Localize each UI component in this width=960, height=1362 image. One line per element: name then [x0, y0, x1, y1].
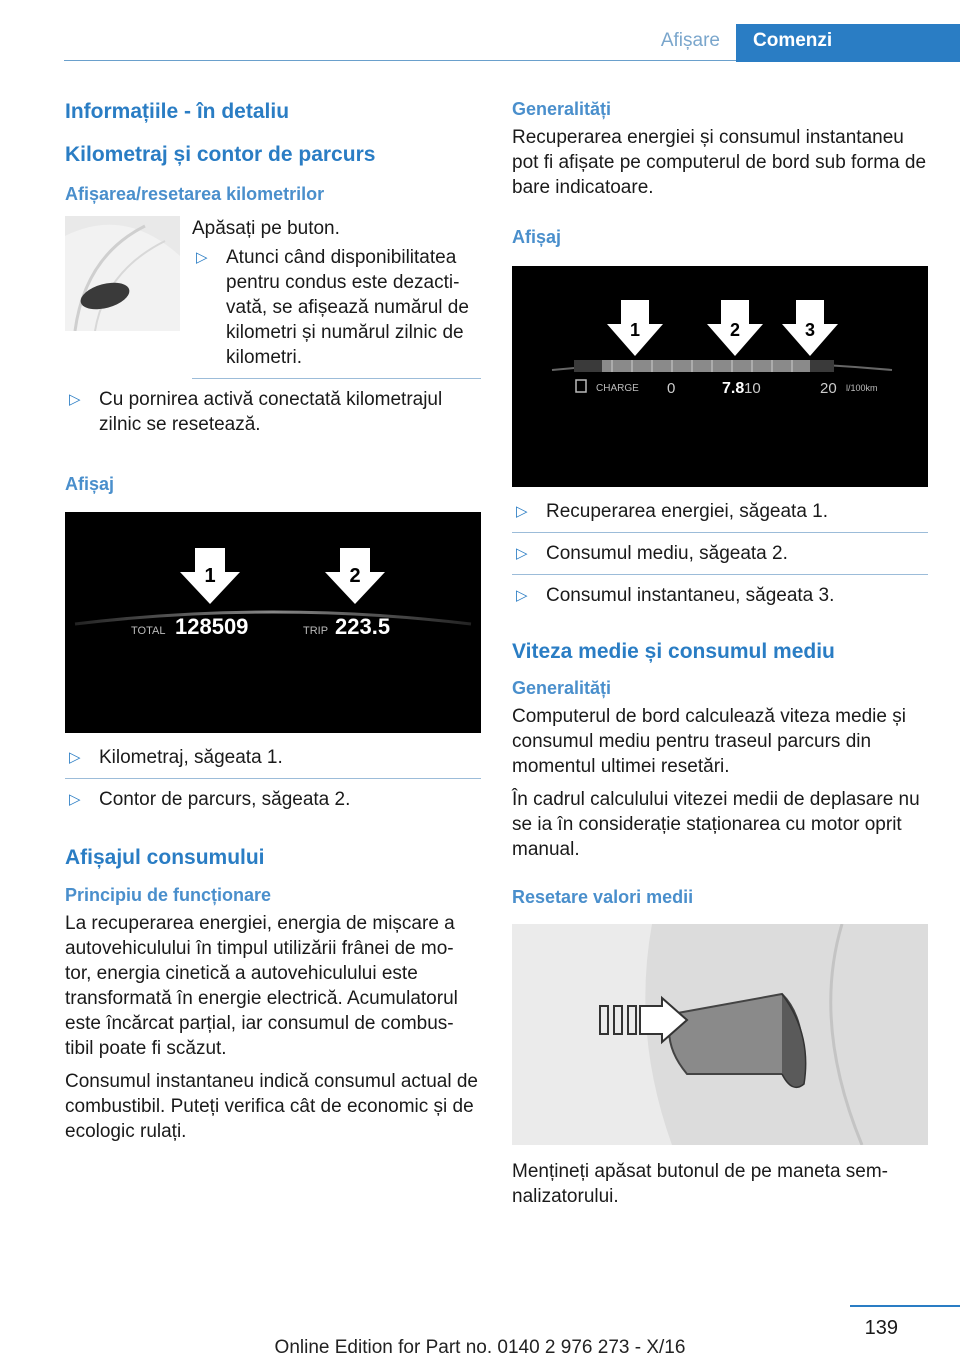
paragraph: Mențineți apăsat butonul de pe maneta sem‐ nalizatorului. — [512, 1160, 889, 1207]
paragraph: Recuperarea energiei și consumul instantaneu pot fi afișate pe computerul de bord sub forma de bare indicatoare. — [512, 127, 927, 199]
heading-average-speed: Viteza medie și consumul mediu — [512, 639, 835, 663]
arrow-number: 1 — [629, 319, 641, 340]
paragraph: La recuperarea energiei, energia de mișcare a autovehiculului în timpul utilizării frânei de mo‐ tor, energia cinetică a autovehiculului este transformată în energie electrică. Acumulatorul este încărcat parțial, iar consumul de combus‐ tibil poate fi scăzut. — [65, 913, 458, 1060]
press-button-text: Apăsați pe buton. — [192, 217, 340, 239]
heading-reset-km: Afișarea/resetarea kilometrilor — [65, 183, 325, 204]
left-column — [65, 98, 481, 1152]
list-item: ▷ Atunci când disponibilitatea pentru condus este dezacti‐ vată, se afișează numărul de kilometri și numărul zilnic de kilometri. — [192, 245, 481, 379]
bullet-icon: ▷ — [516, 502, 528, 520]
charge-label: CHARGE — [596, 382, 639, 394]
heading-odometer: Kilometraj și contor de parcurs — [65, 143, 376, 167]
footer-rule — [850, 1305, 960, 1307]
list-item: ▷ Recuperarea energiei, săgeata 1. — [512, 499, 928, 533]
trip-label: TRIP — [303, 625, 329, 638]
tab-comenzi[interactable]: Comenzi — [736, 24, 960, 62]
paragraph: Computerul de bord calculează viteza medie și consumul mediu pentru traseul parcurs din momentul ultimei resetări. — [512, 706, 906, 778]
list-item: ▷ Contor de parcurs, săgeata 2. — [69, 789, 351, 811]
tab-afisare[interactable]: Afișare — [660, 30, 720, 51]
consumption-display-figure — [512, 266, 928, 487]
tick-label: 10 — [744, 379, 761, 397]
arrow-number: 2 — [729, 319, 741, 340]
list-item: ▷ Kilometraj, săgeata 1. — [65, 745, 481, 779]
unit-label: l/100km — [846, 382, 878, 393]
bullet-icon: ▷ — [69, 791, 81, 809]
heading-display: Afișaj — [65, 473, 115, 494]
arrow-number: 3 — [804, 319, 816, 340]
button-instruction-block — [65, 216, 481, 379]
heading-display: Afișaj — [512, 227, 562, 248]
total-value: 128509 — [175, 614, 249, 640]
heading-general: Generalități — [512, 678, 612, 699]
section-title: Informațiile - în detaliu — [65, 100, 290, 123]
arrow-number: 2 — [349, 565, 361, 588]
bullet-icon: ▷ — [196, 248, 208, 266]
average-value: 7.8 — [722, 379, 745, 397]
right-column — [512, 98, 928, 1217]
button-photo — [65, 216, 180, 331]
heading-consumption: Afișajul consumului — [65, 846, 265, 870]
turn-signal-lever-figure — [512, 924, 928, 1145]
bullet-icon: ▷ — [69, 390, 81, 408]
heading-principle: Principiu de funcționare — [65, 884, 272, 905]
paragraph: În cadrul calculului vitezei medii de deplasare nu se ia în considerație staționarea cu motor oprit manual. — [512, 789, 920, 861]
bullet-icon: ▷ — [516, 586, 528, 604]
arrow-number: 1 — [204, 565, 216, 588]
page-number: 139 — [864, 1317, 898, 1339]
total-label: TOTAL — [131, 625, 166, 638]
tick-label: 20 — [820, 379, 837, 397]
tick-label: 0 — [667, 379, 676, 397]
list-item: ▷ Consumul instantaneu, săgeata 3. — [516, 584, 835, 606]
bullet-icon: ▷ — [516, 544, 528, 562]
bullet-icon: ▷ — [69, 749, 81, 767]
heading-general: Generalități — [512, 99, 612, 119]
list-item: ▷ Cu pornirea activă conectată kilometrajul zilnic se resetează. — [69, 388, 443, 435]
odometer-display-figure — [65, 512, 481, 733]
list-item: ▷ Consumul mediu, săgeata 2. — [512, 541, 928, 575]
paragraph: Consumul instantaneu indică consumul actual de combustibil. Puteți verifica cât de economic și de ecologic rulați. — [65, 1071, 478, 1143]
trip-value: 223.5 — [335, 614, 391, 640]
heading-reset-averages: Resetare valori medii — [512, 887, 694, 908]
edition-footer: Online Edition for Part no. 0140 2 976 273 - X/16 — [274, 1337, 686, 1358]
